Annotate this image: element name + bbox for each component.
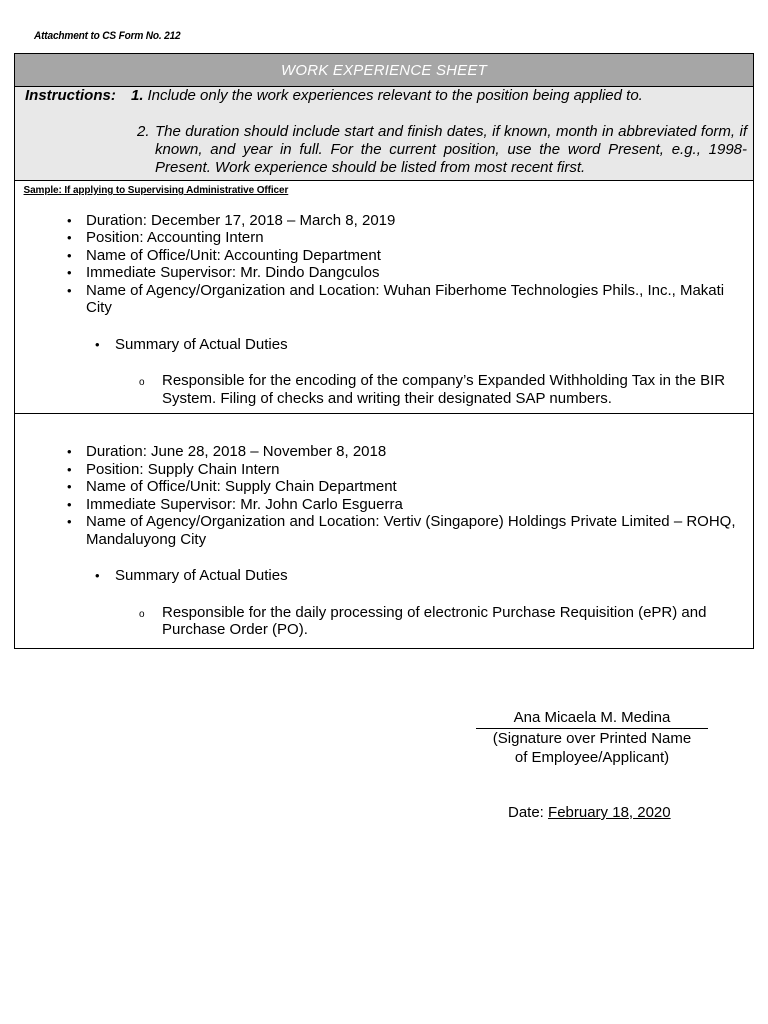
- date-value: February 18, 2020: [548, 804, 671, 821]
- signatory-name: Ana Micaela M. Medina: [476, 708, 708, 729]
- duties-heading: • Summary of Actual Duties: [115, 567, 753, 585]
- work-experience-sheet: [14, 53, 754, 649]
- instruction-1-text: Include only the work experiences relevant to the position being applied to.: [147, 87, 643, 104]
- date-label: Date:: [508, 804, 549, 821]
- office-unit: • Name of Office/Unit: Supply Chain Department: [86, 478, 747, 496]
- duty-item: o Responsible for the daily processing of electronic Purchase Requisition (ePR) and Purchase Order (PO).: [162, 604, 747, 639]
- signature-caption-line-1: (Signature over Printed Name: [492, 729, 692, 747]
- entry-details-list: [15, 212, 753, 317]
- position: • Position: Accounting Intern: [86, 229, 747, 247]
- position: • Position: Supply Chain Intern: [86, 461, 747, 479]
- duty-item: o Responsible for the encoding of the company’s Expanded Withholding Tax in the BIR System. Filing of checks and writing their designated SAP numbers.: [162, 372, 747, 407]
- instructions-label: Instructions:: [25, 87, 116, 104]
- duties-heading: • Summary of Actual Duties: [115, 336, 753, 354]
- instruction-2-number: 2.: [137, 123, 150, 140]
- experience-entry-2: [15, 414, 753, 648]
- sample-label: Sample: If applying to Supervising Administrative Officer: [23, 184, 289, 196]
- attachment-label: Attachment to CS Form No. 212: [34, 30, 181, 42]
- instructions-block: [15, 87, 753, 181]
- duration: • Duration: December 17, 2018 – March 8, 2019: [86, 212, 747, 230]
- immediate-supervisor: • Immediate Supervisor: Mr. John Carlo Esguerra: [86, 496, 747, 514]
- signature-block: [476, 708, 708, 768]
- signature-caption-line-2: of Employee/Applicant): [514, 749, 670, 766]
- immediate-supervisor: • Immediate Supervisor: Mr. Dindo Dangculos: [86, 264, 747, 282]
- entry-details-list: [15, 414, 753, 548]
- instruction-2-text: The duration should include start and finish dates, if known, month in abbreviated form, if known, and year in full. For the current position, use the word Present, e.g., 1998-Present. Work experience should be listed from most recent first.: [155, 123, 747, 176]
- office-unit: • Name of Office/Unit: Accounting Department: [86, 247, 747, 265]
- instruction-1-number: 1.: [131, 87, 144, 104]
- agency-location: • Name of Agency/Organization and Location: Vertiv (Singapore) Holdings Private Limited – ROHQ, Mandaluyong City: [86, 513, 747, 548]
- sheet-title: WORK EXPERIENCE SHEET: [15, 54, 753, 87]
- experience-entry-1: [15, 181, 753, 414]
- date-line: [508, 804, 671, 821]
- agency-location: • Name of Agency/Organization and Location: Wuhan Fiberhome Technologies Phils., Inc., Makati City: [86, 282, 747, 317]
- instruction-2: [137, 123, 747, 177]
- duration: • Duration: June 28, 2018 – November 8, 2018: [86, 443, 747, 461]
